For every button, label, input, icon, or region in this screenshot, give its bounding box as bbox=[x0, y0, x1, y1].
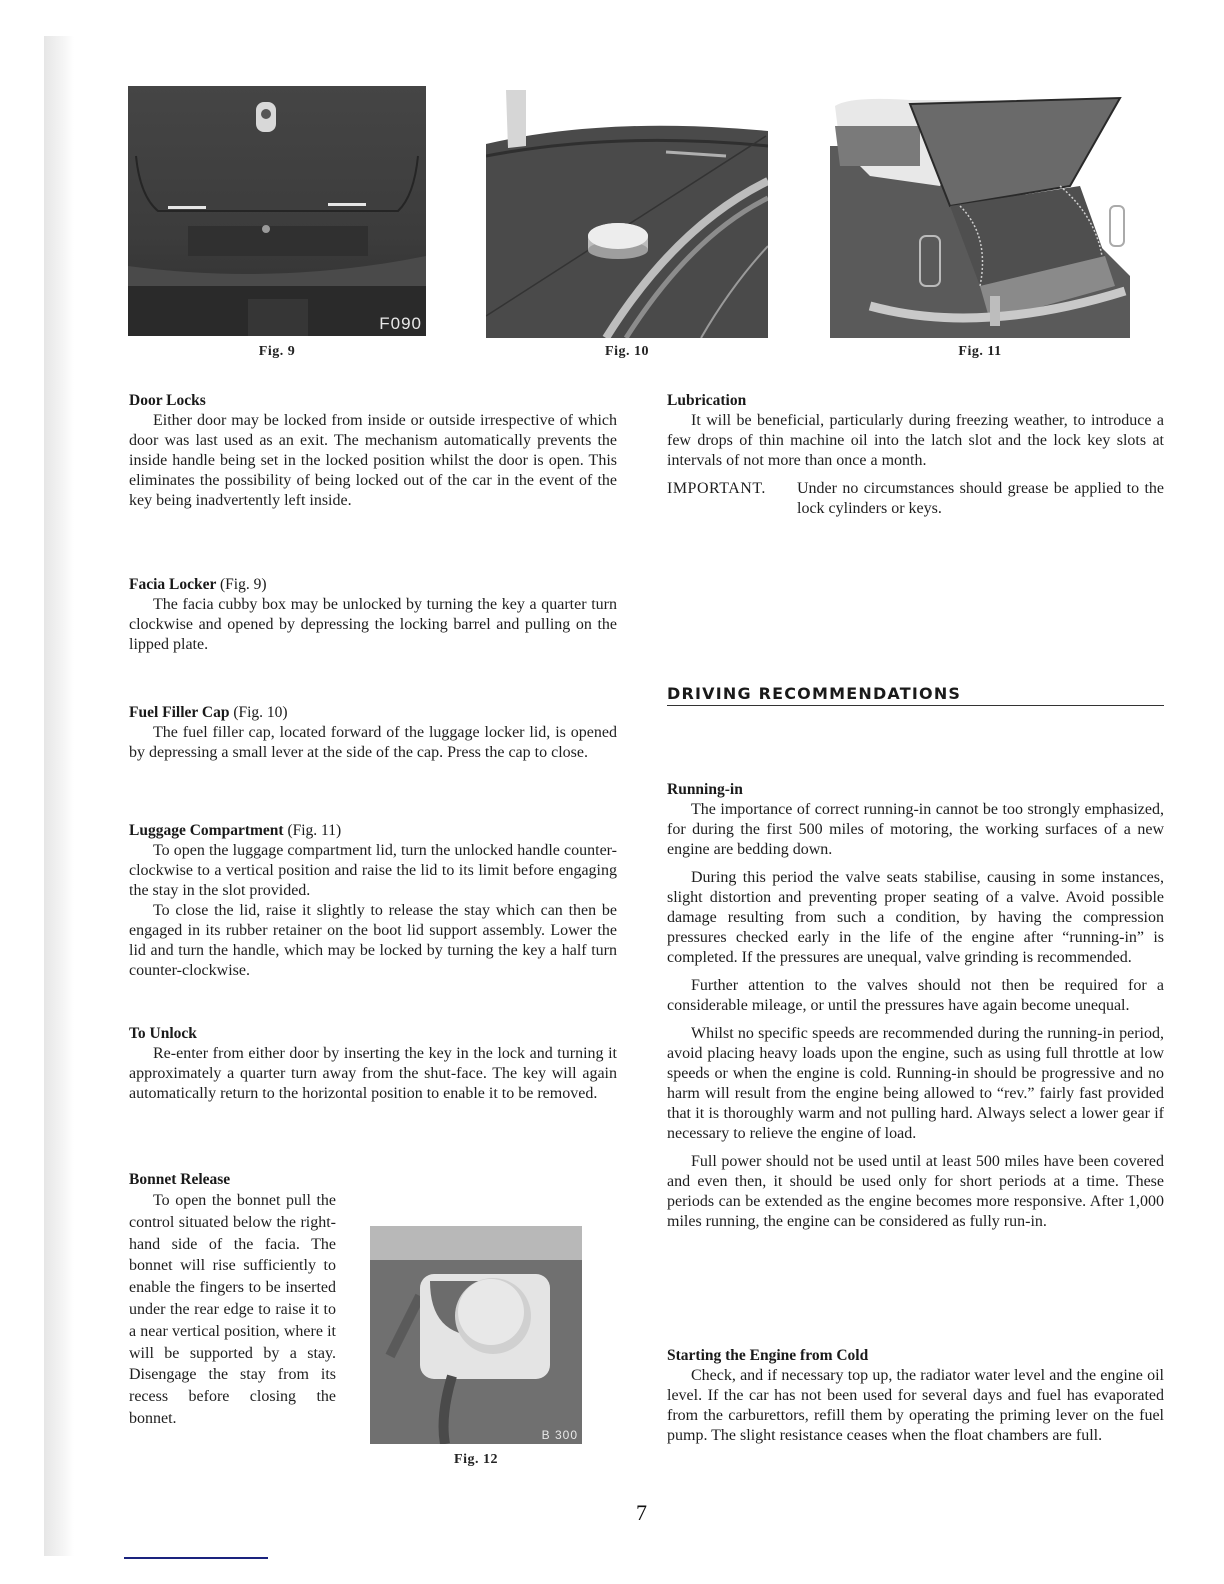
paragraph: Full power should not be used until at least 500 miles have been covered and even then, it should be used only for short periods at a time. These periods can be extended as the engine becomes more responsive. After 1,000 miles running, the engine can be considered as fully run-in. bbox=[667, 1153, 1164, 1230]
page-binding-shadow bbox=[44, 36, 74, 1556]
photo-reference-code: B 300 bbox=[541, 1428, 578, 1442]
figure-reference: (Fig. 10) bbox=[233, 704, 288, 721]
section-to-unlock bbox=[129, 1024, 617, 1104]
paragraph: Check, and if necessary top up, the radiator water level and the engine oil level. If the car has not been used for several days and fuel has evaporated from the carburettors, refill them by operating the priming lever on the fuel pump. The slight resistance ceases when the float chambers are full. bbox=[667, 1367, 1164, 1444]
page-number: 7 bbox=[636, 1500, 647, 1525]
important-note bbox=[667, 479, 1164, 519]
fuel-filler-cap-photo bbox=[486, 86, 768, 338]
section-heading: To Unlock bbox=[129, 1025, 197, 1042]
driving-recommendations-heading: DRIVING RECOMMENDATIONS bbox=[667, 684, 1164, 706]
important-text: Under no circumstances should grease be applied to the lock cylinders or keys. bbox=[797, 480, 1164, 517]
heading-text: Facia Locker bbox=[129, 576, 217, 593]
figure-9 bbox=[128, 86, 426, 366]
figure-reference: (Fig. 9) bbox=[219, 576, 267, 593]
section-lubrication bbox=[667, 391, 1164, 519]
heading-text: Fuel Filler Cap bbox=[129, 704, 230, 721]
section-heading bbox=[129, 821, 617, 841]
paragraph: Either door may be locked from inside or outside irrespective of which door was last used as an exit. The mechanism automatically prevents the inside handle being set in the locked position whilst the door is open. This eliminates the possibility of being locked out of the car in the event of the key being inadvertently left inside. bbox=[129, 412, 617, 509]
section-heading bbox=[129, 703, 617, 723]
facia-locker-photo bbox=[128, 86, 426, 336]
paragraph: It will be beneficial, particularly during freezing weather, to introduce a few drops of thin machine oil into the latch slot and the lock key slots at intervals of not more than once a month. bbox=[667, 412, 1164, 469]
section-heading: Starting the Engine from Cold bbox=[667, 1347, 869, 1364]
paragraph: Whilst no specific speeds are recommended during the running-in period, avoid placing heavy loads upon the engine, such as using full throttle at low speeds or when the engine is cold. Running-in should be progressive and no harm will result from the engine being allowed to “rev.” fairly fast provided that it is thoroughly warm and not pulling hard. Always select a lower gear if necessary to relieve the engine of load. bbox=[667, 1025, 1164, 1142]
paragraph: The fuel filler cap, located forward of the luggage locker lid, is opened by depressing a small lever at the side of the cap. Press the cap to close. bbox=[129, 724, 617, 761]
section-heading: Door Locks bbox=[129, 392, 206, 409]
figure-caption: Fig. 9 bbox=[258, 344, 296, 359]
paragraph: To close the lid, raise it slightly to release the stay which can then be engaged in its rubber retainer on the boot lid support assembly. Lower the lid and turn the handle, which may be locked by turning the key a half turn counter-clockwise. bbox=[129, 902, 617, 979]
section-heading: Bonnet Release bbox=[129, 1171, 231, 1188]
paragraph: The facia cubby box may be unlocked by turning the key a quarter turn clockwise and opened by depressing the locking barrel and pulling on the lipped plate. bbox=[129, 596, 617, 653]
bonnet-release-photo bbox=[370, 1226, 582, 1444]
paragraph: Re-enter from either door by inserting the key in the lock and turning it approximately a quarter turn away from the shut-face. The key will again automatically return to the horizontal position to enable it to be removed. bbox=[129, 1045, 617, 1102]
section-luggage-compartment bbox=[129, 821, 617, 981]
section-heading: Running-in bbox=[667, 781, 743, 798]
paragraph: To open the bonnet pull the control situated below the right-hand side of the facia. The bonnet will rise sufficiently to enable the fingers to be inserted under the rear edge to raise it to a near vertical position, where it will be supported by a stay. Disengage the stay from its recess before closing the bonnet. bbox=[129, 1192, 336, 1427]
section-door-locks bbox=[129, 391, 617, 511]
paragraph: Further attention to the valves should not then be required for a considerable mileage, or until the pressures have again become unequal. bbox=[667, 977, 1164, 1014]
fuel-filler-cap-illustration bbox=[486, 86, 768, 338]
heading-text: Luggage Compartment bbox=[129, 822, 284, 839]
paragraph: The importance of correct running-in cannot be too strongly emphasized, for during the first 500 miles of motoring, the working surfaces of a new engine are bedding down. bbox=[667, 801, 1164, 858]
section-starting-engine-cold bbox=[667, 1346, 1164, 1446]
figure-caption: Fig. 10 bbox=[605, 344, 649, 359]
section-facia-locker bbox=[129, 575, 617, 655]
figure-11 bbox=[830, 86, 1130, 366]
figure-caption: Fig. 12 bbox=[454, 1452, 498, 1467]
important-label: IMPORTANT. bbox=[667, 480, 766, 497]
luggage-compartment-illustration bbox=[830, 86, 1130, 338]
section-running-in bbox=[667, 780, 1164, 1232]
facia-locker-illustration bbox=[128, 86, 426, 336]
section-heading: Lubrication bbox=[667, 392, 747, 409]
figure-reference: (Fig. 11) bbox=[287, 822, 342, 839]
figure-12 bbox=[370, 1212, 582, 1472]
figure-caption: Fig. 11 bbox=[958, 344, 1002, 359]
section-fuel-filler-cap bbox=[129, 703, 617, 763]
section-heading bbox=[129, 575, 617, 595]
paragraph: During this period the valve seats stabilise, causing in some instances, slight distortion and preventing proper seating of a valve. Avoid possible damage resulting from such a condition, by having the compression pressures checked early in the life of the engine after “running-in” is completed. If the pressures are unequal, valve grinding is recommended. bbox=[667, 869, 1164, 966]
photo-reference-code: F090 bbox=[379, 314, 422, 333]
luggage-compartment-photo bbox=[830, 86, 1130, 338]
paragraph: To open the luggage compartment lid, turn the unlocked handle counter-clockwise to a vertical position and raise the lid to its limit before engaging the stay in the slot provided. bbox=[129, 842, 617, 899]
figure-10 bbox=[486, 86, 768, 366]
bonnet-release-illustration bbox=[370, 1226, 582, 1444]
section-bonnet-release bbox=[129, 1170, 336, 1430]
footer-rule bbox=[124, 1557, 268, 1559]
